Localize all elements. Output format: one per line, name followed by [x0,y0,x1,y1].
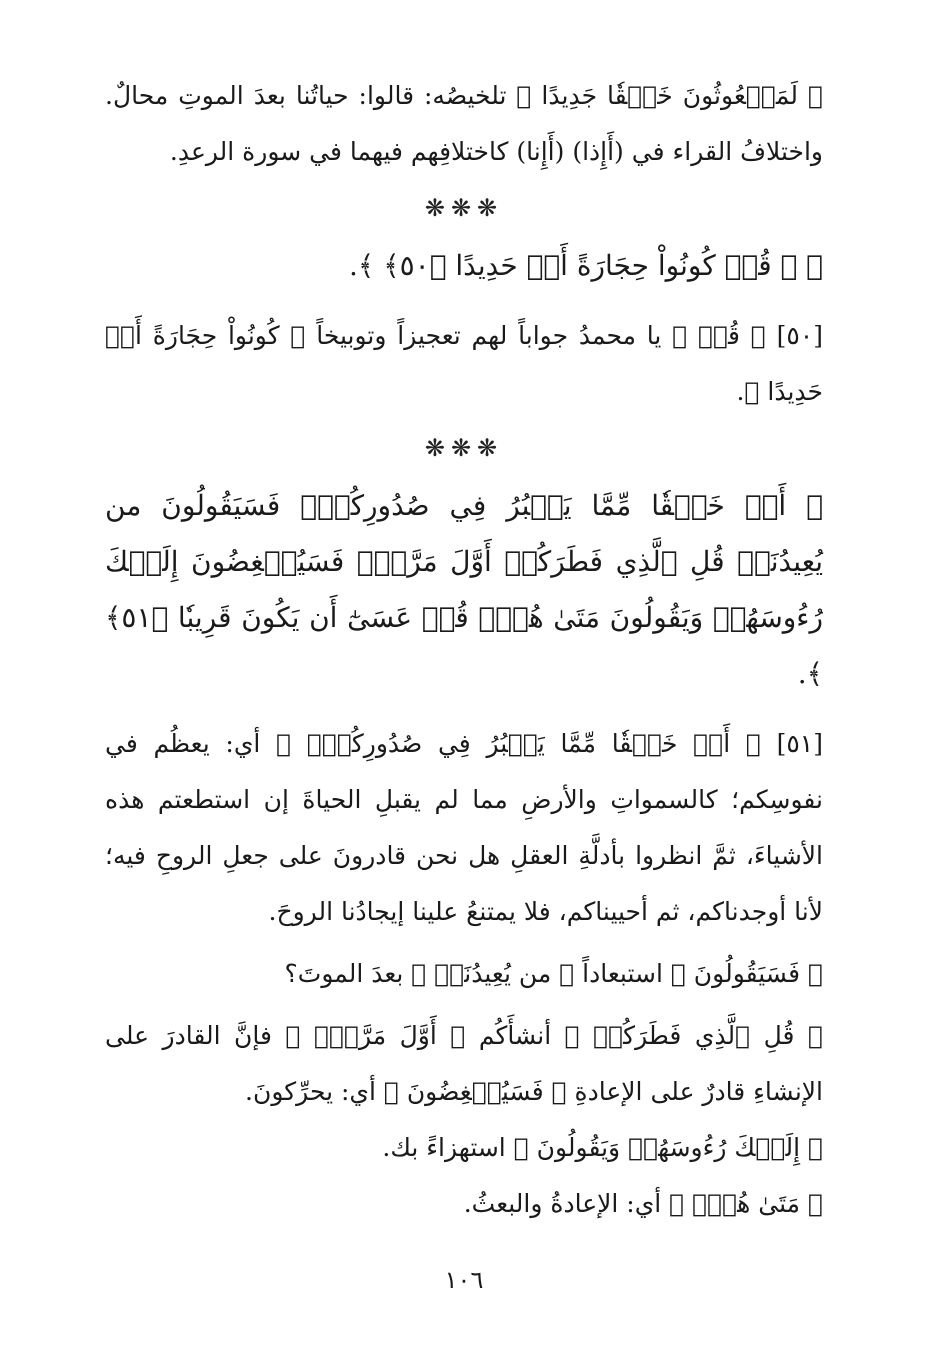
paragraph: [٥١] ﴿ أَوۡ خَلۡقٗا مِّمَّا يَكۡبُرُ فِي صُدُورِكُمۡۚ ﴾ أي: يعظُم في نفوسِكم؛ كالسمواتِ والأرضِ مما لم يقبلِ الحياةَ إن استطعتم هذه الأشياءَ، ثمَّ انظروا بأدلَّةِ العقلِ هل نحن قادرونَ على جعلِ الروحِ فيه؛ لأنا أوجدناكم، ثم أحييناكم، فلا يمتنعُ علينا إيجادُنا الروحَ. [105,729,823,926]
page-body [105,68,823,1328]
verse-block: ﴿ أَوۡ خَلۡقٗا مِّمَّا يَكۡبُرُ فِي صُدُورِكُمۡۚ فَسَيَقُولُونَ من يُعِيدُنَاۖ قُلِ ٱلَّذِي فَطَرَكُمۡ أَوَّلَ مَرَّةٖۚ فَسَيُنۡغِضُونَ إِلَيۡكَ رُءُوسَهُمۡ وَيَقُولُونَ مَتَىٰ هُوَۖ قُلۡ عَسَىٰٓ أَن يَكُونَ قَرِيبٗا ﴿٥١﴾ ﴾. [105,489,823,690]
section-separator: ❋❋❋ [424,194,504,222]
paragraph: ﴿ قُلِ ٱلَّذِي فَطَرَكُمۡ ﴾ أنشأَكُم ﴿ أَوَّلَ مَرَّةٖۚ ﴾ فإنَّ القادرَ على الإنشاءِ قادرٌ على الإعادةِ ﴿ فَسَيُنۡغِضُونَ ﴾ أي: يحرِّكونَ. [105,1021,823,1106]
paragraph: ﴿ لَمَبۡعُوثُونَ خَلۡقٗا جَدِيدًا ﴾ تلخيصُه: قالوا: حياتُنا بعدَ الموتِ محالٌ. واختلافُ القراء في (أَإِذا) (أَإِنا) كاختلافِهم فيهما في سورة الرعدِ. [105,81,823,166]
paragraph: [٥٠] ﴿ قُلۡ ﴾ يا محمدُ جواباً لهم تعجيزاً وتوبيخاً ﴿ كُونُواْ حِجَارَةً أَوۡ حَدِيدًا ﴾. [105,321,823,406]
paragraph: ﴿ إِلَيۡكَ رُءُوسَهُمۡ وَيَقُولُونَ ﴾ استهزاءً بك. [382,1133,823,1162]
section-separator: ❋❋❋ [424,434,504,462]
paragraph: ﴿ فَسَيَقُولُونَ ﴾ استبعاداً ﴿ من يُعِيدُنَاۖ ﴾ بعدَ الموتَ؟ [284,959,823,988]
page-number: ١٠٦ [444,1266,484,1294]
verse-block: ﴿ ۞ قُلۡ كُونُواْ حِجَارَةً أَوۡ حَدِيدًا ﴿٥٠﴾ ﴾. [348,249,823,282]
paragraph: ﴿ مَتَىٰ هُوَۖ ﴾ أي: الإعادةُ والبعثُ. [463,1189,823,1218]
